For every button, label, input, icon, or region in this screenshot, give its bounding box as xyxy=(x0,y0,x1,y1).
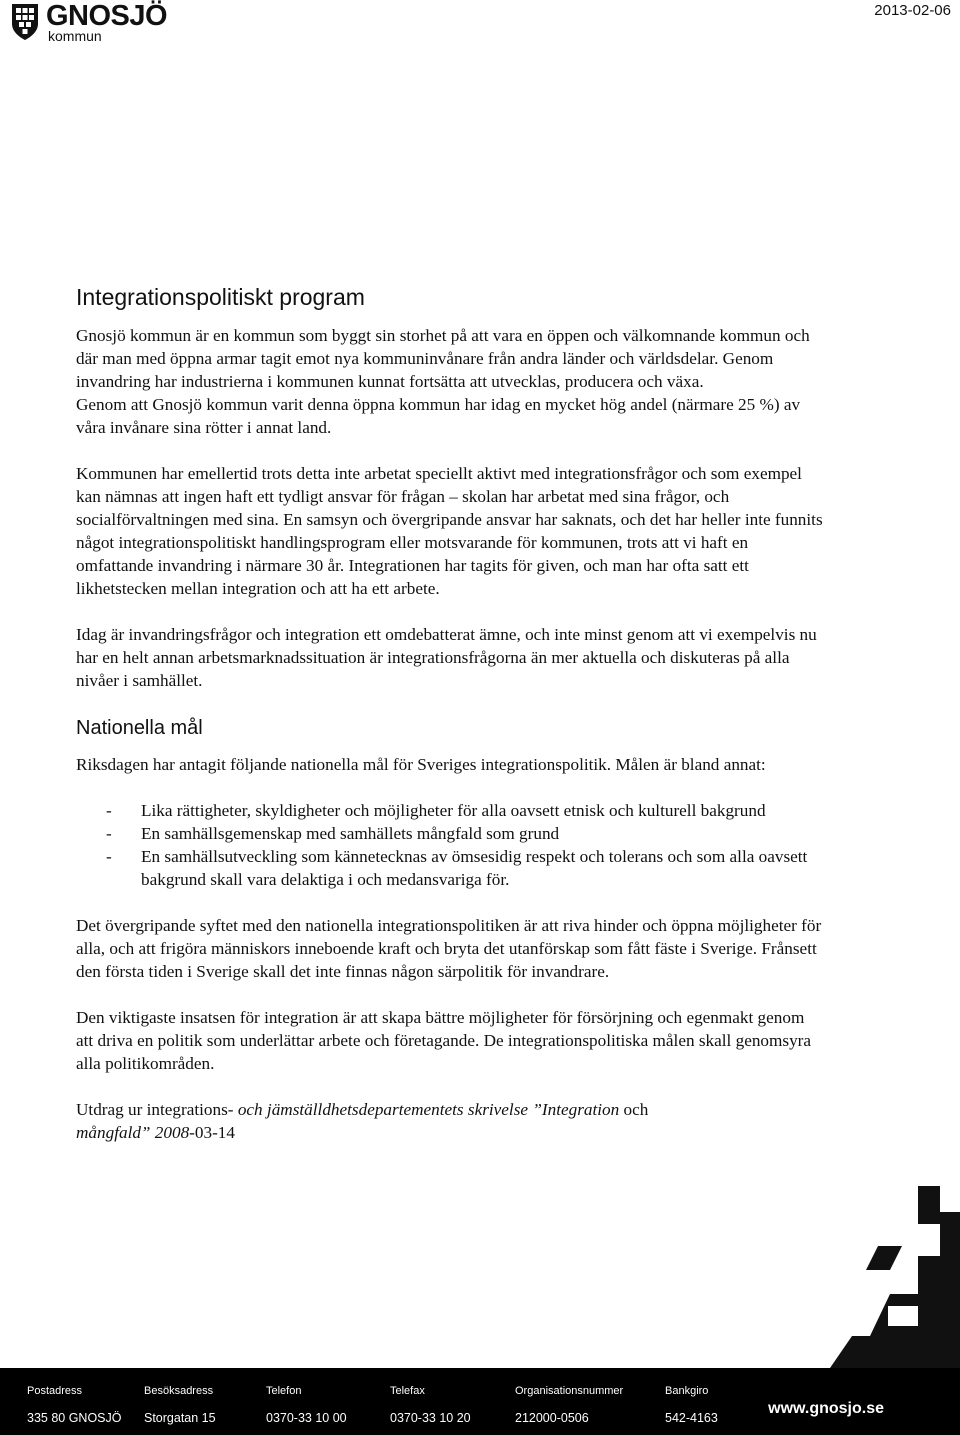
list-item xyxy=(76,822,824,845)
logo-name: GNOSJÖ xyxy=(46,0,168,32)
list-dash: - xyxy=(106,801,112,820)
list-item xyxy=(76,845,824,891)
gear-decoration-icon xyxy=(830,1186,960,1368)
municipality-logo xyxy=(10,2,180,46)
footer xyxy=(0,1368,960,1435)
list-item-text: Lika rättigheter, skyldigheter och möjligheter för alla oavsett etnisk och kulturell bakgrund xyxy=(141,801,766,820)
logo-subtitle: kommun xyxy=(48,28,102,44)
footer-fax xyxy=(390,1384,471,1426)
page-title: Integrationspolitiskt program xyxy=(76,284,365,310)
footer-value: 0370-33 10 20 xyxy=(390,1411,471,1425)
footer-value: 542-4163 xyxy=(665,1411,718,1425)
citation-part-2: och jämställdhetsdepartementets skrivelse ”Integration xyxy=(233,1100,620,1119)
intro-paragraph-1: Gnosjö kommun är en kommun som byggt sin storhet på att vara en öppen och välkomnande kommun och där man med öppna armar tagit emot nya kommuninvånare från andra länder och världsdelar. Genom invandring har industrierna i kommunen kunnat fortsätta att utvecklas, producera och växa. xyxy=(76,326,810,391)
list-item xyxy=(76,799,824,822)
footer-label: Organisationsnummer xyxy=(515,1385,624,1397)
section-heading: Nationella mål xyxy=(76,717,203,739)
footer-value: 212000-0506 xyxy=(515,1411,589,1425)
footer-label: Telefax xyxy=(390,1385,425,1397)
website-link[interactable]: www.gnosjo.se xyxy=(768,1400,884,1417)
footer-value: 335 80 GNOSJÖ xyxy=(27,1411,122,1425)
coat-of-arms-icon xyxy=(10,2,40,42)
footer-label: Telefon xyxy=(266,1385,302,1397)
source-citation xyxy=(76,1098,824,1144)
list-dash: - xyxy=(106,824,112,843)
section-paragraph-1: Det övergripande syftet med den nationella integrationspolitiken är att riva hinder och öppna möjligheter för alla, och att frigöra människors inneboende kraft och bryta det utanförskap som fått fäste i Sverige. Frånsett den första tiden i Sverige skall det inte finnas någon särpolitik för invandrare. xyxy=(76,916,822,981)
footer-visit xyxy=(144,1384,216,1426)
footer-label: Bankgiro xyxy=(665,1385,709,1397)
body-paragraph-1: Kommunen har emellertid trots detta inte arbetat speciellt aktivt med integrationsfrågor och som exempel kan nämnas att ingen haft ett tydligt ansvar för frågan – skolan har arbetat med sina frågor, och socialförvaltningen med sina. En samsyn och övergripande ansvar har saknats, och det har heller inte funnits något integrationspolitiskt handlingsprogram eller motsvarande för kommunen, trots att vi haft en omfattande invandring i närmare 30 år. Integrationen har tagits för given, och man har ofta satt ett likhetstecken mellan integration och att ha ett arbete. xyxy=(76,464,823,598)
list-item-text: En samhällsutveckling som kännetecknas av ömsesidig respekt och tolerans och som alla oavsett bakgrund skall vara delaktiga i och medansvariga för. xyxy=(141,847,808,889)
document-body xyxy=(76,282,824,1167)
document-date: 2013-02-06 xyxy=(874,2,951,19)
footer-label: Besöksadress xyxy=(144,1385,214,1397)
footer-phone xyxy=(266,1384,347,1426)
list-dash: - xyxy=(106,847,112,866)
section-paragraph-2: Den viktigaste insatsen för integration är att skapa bättre möjligheter för försörjning och egenmakt genom att driva en politik som underlättar arbete och företagande. De integrationspolitiska målen skall genomsyra alla politikområden. xyxy=(76,1008,812,1073)
citation-part-1: Utdrag ur integrations- xyxy=(76,1100,234,1119)
body-paragraph-2: Idag är invandringsfrågor och integration ett omdebatterat ämne, och inte minst genom att vi exempelvis nu har en helt annan arbetsmarknadssituation är integrationsfrågorna än mer aktuella och diskuteras på alla nivåer i samhället. xyxy=(76,625,817,690)
footer-bankgiro xyxy=(665,1384,718,1426)
footer-org-number xyxy=(515,1384,623,1426)
goals-list xyxy=(76,799,824,891)
section-lead: Riksdagen har antagit följande nationella mål för Sveriges integrationspolitik. Målen är bland annat: xyxy=(76,755,766,774)
citation-part-4: mångfald” 2008 xyxy=(76,1123,190,1142)
list-item-text: En samhällsgemenskap med samhällets mångfald som grund xyxy=(141,824,560,843)
footer-value: Storgatan 15 xyxy=(144,1411,216,1425)
footer-value: 0370-33 10 00 xyxy=(266,1411,347,1425)
citation-part-3: och xyxy=(619,1100,649,1119)
footer-postal xyxy=(27,1384,122,1426)
footer-label: Postadress xyxy=(27,1385,83,1397)
intro-paragraph-2: Genom att Gnosjö kommun varit denna öppna kommun har idag en mycket hög andel (närmare 25 %) av våra invånare sina rötter i annat land. xyxy=(76,395,801,437)
citation-part-5: -03-14 xyxy=(189,1123,235,1142)
